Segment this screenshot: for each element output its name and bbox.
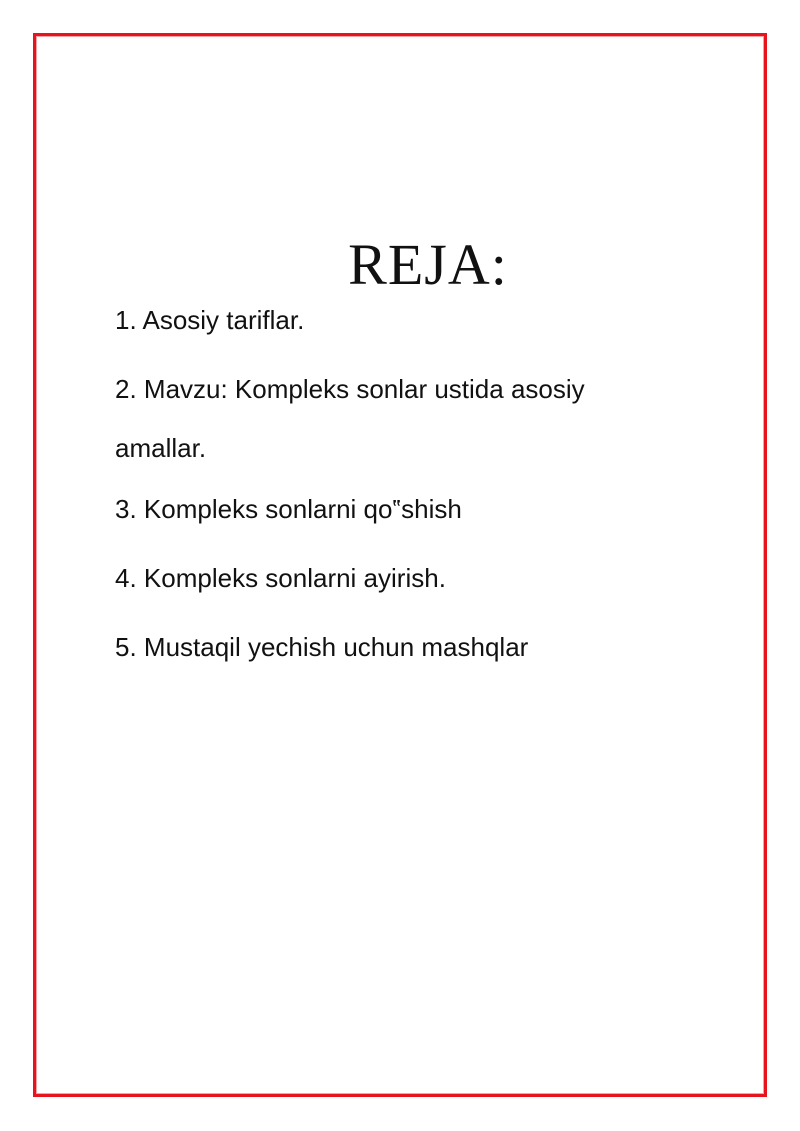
plan-item-3: 3. Kompleks sonlarni qo‟shish: [115, 494, 462, 524]
plan-item-4: 4. Kompleks sonlarni ayirish.: [115, 563, 446, 593]
plan-item-1: 1. Asosiy tariflar.: [115, 305, 305, 335]
page-title: REJA:: [348, 232, 508, 297]
plan-item-2: 2. Mavzu: Kompleks sonlar ustida asosiy amallar.: [115, 374, 585, 463]
plan-list: [115, 300, 675, 696]
plan-item-5: 5. Mustaqil yechish uchun mashqlar: [115, 632, 529, 662]
